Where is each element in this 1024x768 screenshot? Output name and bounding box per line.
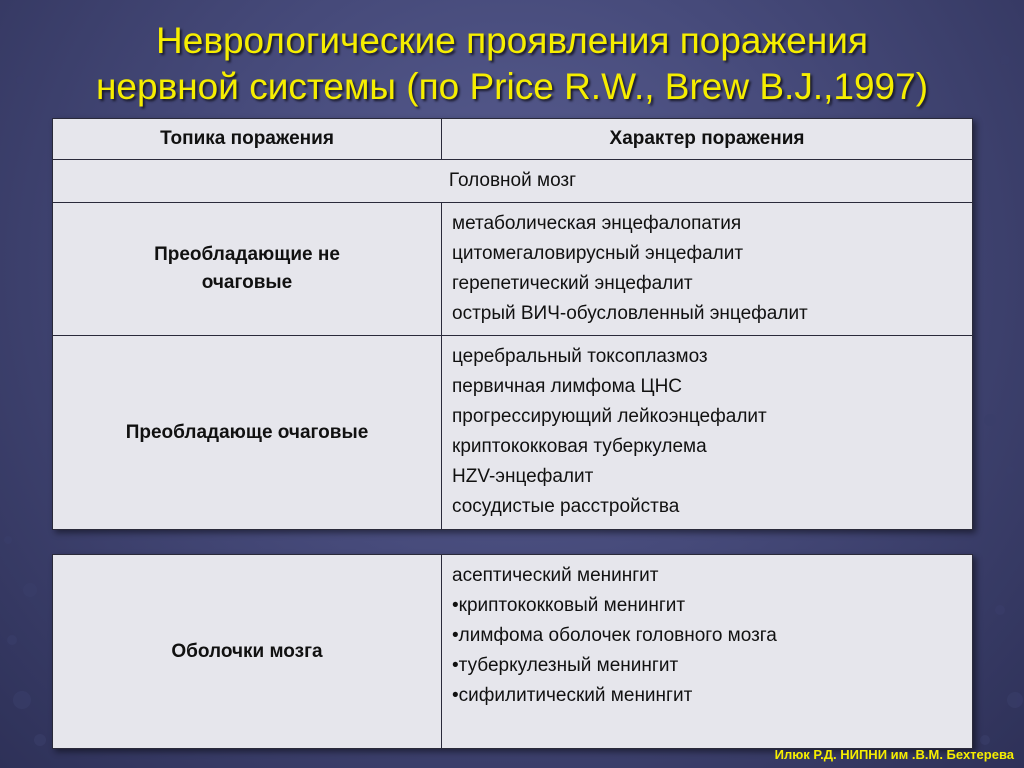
list-item: острый ВИЧ-обусловленный энцефалит [452, 303, 808, 324]
list-item: цитомегаловирусный энцефалит [452, 243, 744, 264]
table-row [53, 336, 973, 530]
list-item: •лимфома оболочек головного мозга [452, 625, 777, 646]
header-character: Характер поражения [442, 119, 973, 160]
title-line-1: Неврологические проявления поражения [156, 20, 868, 61]
list-item: первичная лимфома ЦНС [452, 376, 683, 397]
list-item: •сифилитический менингит [452, 685, 693, 706]
footer-author: Илюк Р.Д. НИПНИ им .В.М. Бехтерева [774, 747, 1014, 762]
table-row [53, 555, 973, 749]
header-topic: Топика поражения [53, 119, 442, 160]
list-item: асептический менингит [452, 565, 659, 586]
list-item: •туберкулезный менингит [452, 655, 679, 676]
row-label-meninges: Оболочки мозга [53, 555, 442, 749]
list-item: церебральный токсоплазмоз [452, 346, 708, 367]
row-label-focal: Преобладающе очаговые [53, 336, 442, 530]
list-item: метаболическая энцефалопатия [452, 213, 742, 234]
section-brain: Головной мозг [53, 160, 973, 203]
row-label-nonfocal [53, 203, 442, 336]
list-item: •криптококковый менингит [452, 595, 686, 616]
row-items-meninges [442, 555, 973, 749]
row-label-line: Преобладающие не [154, 244, 340, 265]
row-label-line: очаговые [201, 272, 293, 293]
slide-title [0, 18, 1024, 110]
list-item: HZV-энцефалит [452, 466, 594, 487]
brain-lesions-table [52, 118, 973, 530]
list-item: сосудистые расстройства [452, 496, 680, 517]
title-line-2: нервной системы (по Price R.W., Brew B.J.,1997) [95, 66, 929, 107]
row-items-nonfocal [442, 203, 973, 336]
meninges-table [52, 554, 973, 749]
table-header-row [53, 119, 973, 160]
section-row [53, 160, 973, 203]
row-items-focal [442, 336, 973, 530]
list-item: герепетический энцефалит [452, 273, 693, 294]
table-row [53, 203, 973, 336]
list-item: криптококковая туберкулема [452, 436, 707, 457]
list-item: прогрессирующий лейкоэнцефалит [452, 406, 767, 427]
